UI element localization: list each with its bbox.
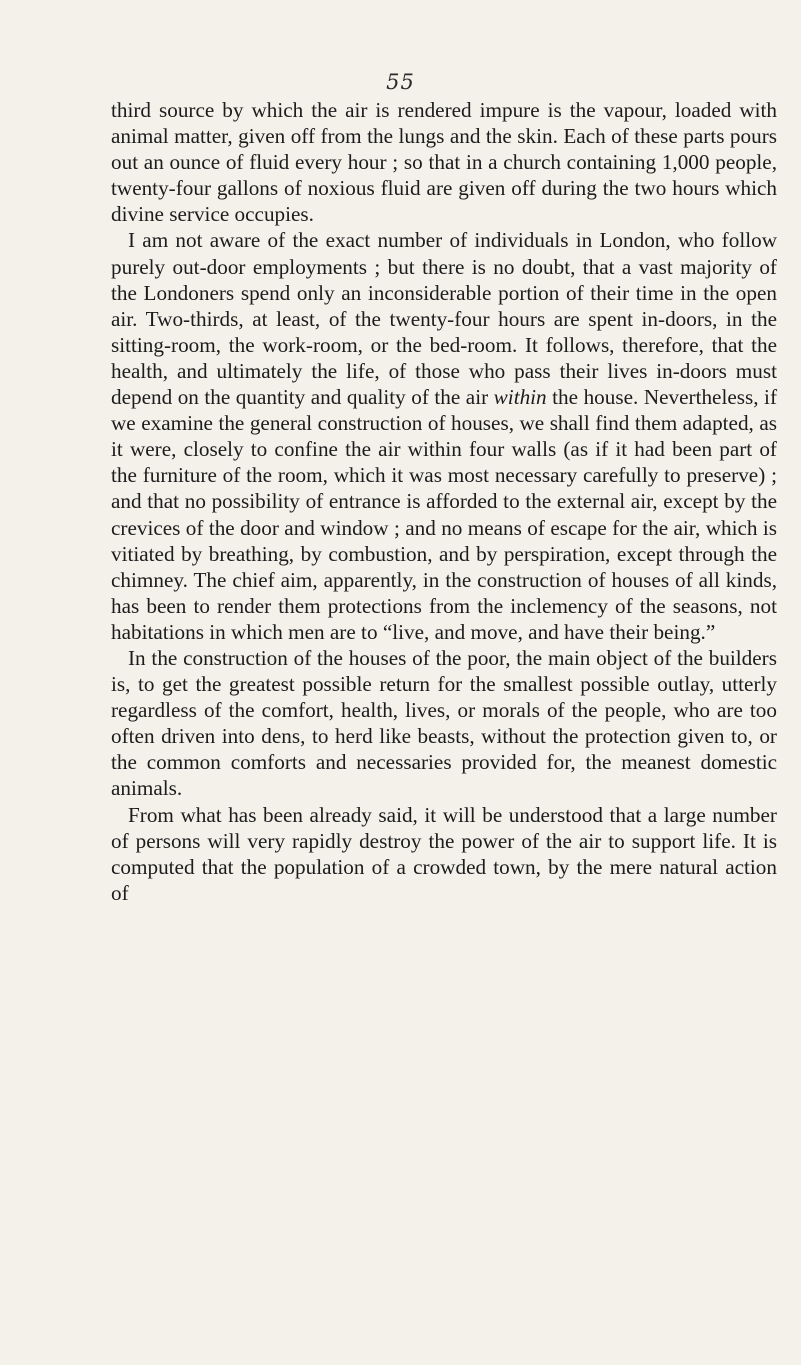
paragraph-indoor-air-after: the house. Nevertheless, if we examine the general construction of houses, we shall find them adapted, as it were, closely to confine the air within four walls (as if it had been part of the furniture of the room, which it was most necessary carefully to preserve) ; and that no possibility of entrance is afforded to the external air, except by the crevices of the door and window ; and no means of escape for the air, which is vitiated by breathing, by combustion, and by perspiration, except through the chimney. The chief aim, apparently, in the construction of houses of all kinds, has been to render them protections from the inclemency of the seasons, not habitations in which men are to “live, and move, and have their being.” — [111, 385, 777, 644]
paragraph-crowded-town: From what has been already said, it will be understood that a large number of persons will very rapidly destroy the power of the air to support life. It is computed that the population of a crowded town, by the mere natural action of — [111, 802, 777, 905]
emphasis-within: within — [493, 385, 547, 410]
body-text — [111, 97, 777, 906]
paragraph-indoor-air-before: I am not aware of the exact number of individuals in London, who follow purely out-door employments ; but there is no doubt, that a vast majority of the Londoners spend only an inconsiderable portion of their time in the open air. Two-thirds, at least, of the twenty-four hours are spent in-doors, in the sitting-room, the work-room, or the bed-room. It follows, therefore, that the health, and ultimately the life, of those who pass their lives in-doors must depend on the quantity and quality of the air — [111, 228, 777, 410]
paragraph-indoor-air — [111, 227, 777, 645]
page-number: 55 — [386, 70, 415, 94]
paragraph-houses-of-poor: In the construction of the houses of the poor, the main object of the builders is, to get the greatest possible return for the smallest possible outlay, utterly regardless of the comfort, health, lives, or morals of the people, who are too often driven into dens, to herd like beasts, without the protection given to, or the common comforts and necessaries provided for, the meanest domestic animals. — [111, 645, 777, 801]
paragraph-continuation: third source by which the air is rendered impure is the vapour, loaded with animal matter, given off from the lungs and the skin. Each of these parts pours out an ounce of fluid every hour ; so that in a church containing 1,000 people, twenty-four gallons of noxious fluid are given off during the two hours which divine service occupies. — [111, 98, 777, 227]
